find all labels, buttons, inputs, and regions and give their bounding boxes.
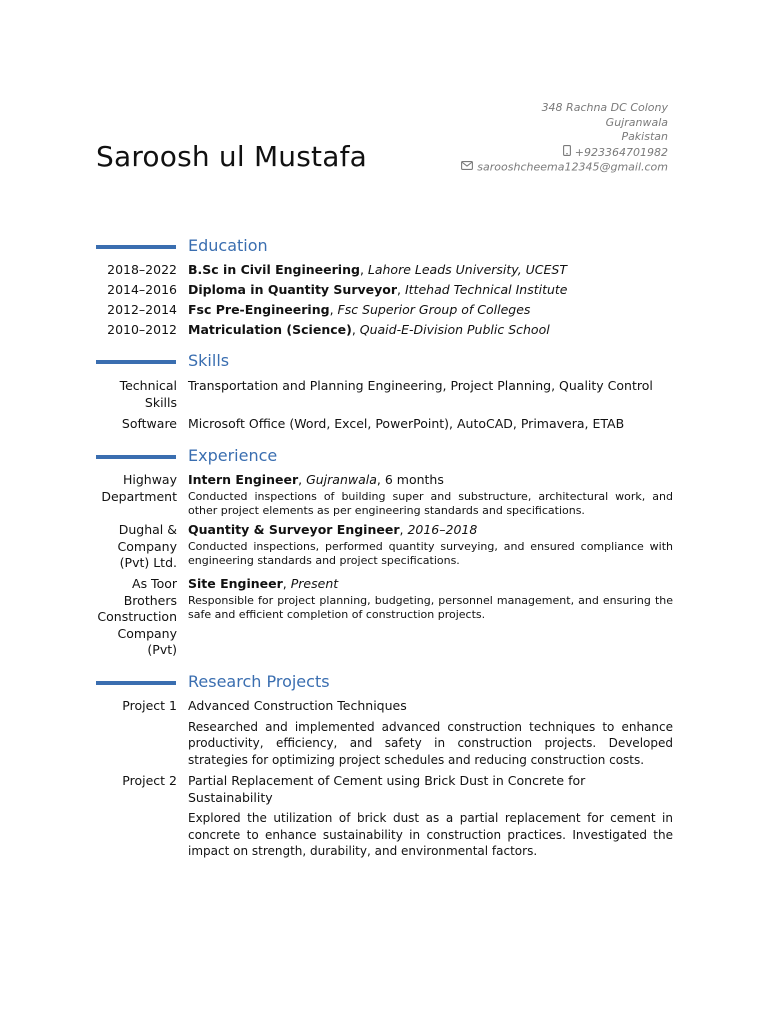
- education-years: 2018–2022: [107, 262, 177, 277]
- degree: Fsc Pre-Engineering: [188, 302, 330, 317]
- project-detail: [188, 773, 673, 860]
- address-line-2: Gujranwala: [605, 115, 668, 129]
- degree: Matriculation (Science): [188, 322, 352, 337]
- skill-label: Technical Skills: [119, 378, 177, 410]
- experience-section-header: [96, 446, 696, 468]
- mobile-phone-icon: [563, 145, 571, 161]
- skill-label: Software: [121, 416, 177, 431]
- section-bar: [96, 681, 176, 685]
- employer: As Toor Brothers Construction Company (Pvt): [97, 576, 177, 657]
- phone-line: [461, 145, 668, 161]
- role: Intern Engineer: [188, 472, 299, 487]
- address-line-3: Pakistan: [621, 130, 668, 144]
- section-bar: [96, 245, 176, 249]
- address-line-1: 348 Rachna DC Colony: [541, 101, 668, 114]
- skills-section-header: [96, 351, 696, 373]
- email-line: [461, 160, 668, 175]
- education-title: Education: [188, 236, 268, 255]
- project-label: Project 1: [122, 698, 177, 713]
- education-detail: B.Sc in Civil Engineering, Lahore Leads University, UCEST: [188, 262, 567, 277]
- section-bar: [96, 455, 176, 459]
- experience-description: Responsible for project planning, budgeting, personnel management, and ensuring the safe and efficient completion of construction projects.: [188, 593, 673, 622]
- research-title: Research Projects: [188, 672, 330, 691]
- project-description: Researched and implemented advanced construction techniques to enhance productivity, efficiency, and safety in construction projects. Developed strategies for optimizing project schedules and reducing construction costs.: [188, 719, 673, 767]
- skills-title: Skills: [188, 351, 230, 370]
- education-detail: Fsc Pre-Engineering, Fsc Superior Group of Colleges: [188, 302, 531, 317]
- education-detail: Diploma in Quantity Surveyor, Ittehad Technical Institute: [188, 282, 568, 297]
- project-label: Project 2: [122, 773, 177, 788]
- experience-detail: Intern Engineer, Gujranwala, 6 months Conducted inspections of building super and substructure, architectural work, and other project elements as per engineering standards and specifications.: [188, 472, 673, 518]
- role: Quantity & Surveyor Engineer: [188, 522, 400, 537]
- institution: Lahore Leads University, UCEST: [367, 262, 567, 277]
- education-years: 2014–2016: [107, 282, 177, 297]
- skill-value: Transportation and Planning Engineering, Project Planning, Quality Control: [188, 378, 653, 393]
- degree: Diploma in Quantity Surveyor: [188, 282, 398, 297]
- envelope-icon: [461, 160, 473, 175]
- education-years: 2012–2014: [107, 302, 177, 317]
- candidate-name: Saroosh ul Mustafa: [96, 140, 367, 173]
- project-name: Partial Replacement of Cement using Brick Dust in Concrete for Sustainability: [188, 773, 586, 805]
- employer: Dughal & Company (Pvt) Ltd.: [117, 522, 177, 570]
- experience-description: Conducted inspections, performed quantity surveying, and ensured compliance with engineering standards and project specifications.: [188, 539, 673, 568]
- experience-description: Conducted inspections of building super and substructure, architectural work, and other project elements as per engineering standards and specifications.: [188, 489, 673, 518]
- experience-title: Experience: [188, 446, 278, 465]
- phone-number[interactable]: +923364701982: [574, 145, 668, 159]
- section-bar: [96, 360, 176, 364]
- institution: Fsc Superior Group of Colleges: [337, 302, 531, 317]
- education-section-header: [96, 236, 696, 258]
- employer: Highway Department: [101, 472, 177, 504]
- degree: B.Sc in Civil Engineering: [188, 262, 360, 277]
- email-address[interactable]: sarooshcheema12345@gmail.com: [477, 160, 668, 174]
- role-detail-italic: Gujranwala: [306, 472, 377, 487]
- project-name: Advanced Construction Techniques: [188, 698, 407, 713]
- role: Site Engineer: [188, 576, 283, 591]
- role-detail-italic: 2016–2018: [407, 522, 478, 537]
- experience-detail: Quantity & Surveyor Engineer, 2016–2018 Conducted inspections, performed quantity surveying, and ensured compliance with engineering standards and project specifications.: [188, 522, 673, 568]
- role-detail-plain: , 6 months: [376, 472, 444, 487]
- institution: Quaid-E-Division Public School: [359, 322, 550, 337]
- role-detail-italic: Present: [290, 576, 339, 591]
- research-section-header: [96, 672, 696, 694]
- experience-detail: Site Engineer, Present Responsible for project planning, budgeting, personnel management, and ensuring the safe and efficient completion of construction projects.: [188, 576, 673, 622]
- contact-block: [461, 101, 668, 175]
- skill-value: Microsoft Office (Word, Excel, PowerPoint), AutoCAD, Primavera, ETAB: [188, 416, 625, 431]
- project-detail: [188, 698, 673, 768]
- education-years: 2010–2012: [107, 322, 177, 337]
- institution: Ittehad Technical Institute: [404, 282, 568, 297]
- education-detail: Matriculation (Science), Quaid-E-Division Public School: [188, 322, 550, 337]
- project-description: Explored the utilization of brick dust as a partial replacement for cement in concrete to enhance sustainability in construction practices. Investigated the impact on strength, durability, and environmental factors.: [188, 811, 673, 858]
